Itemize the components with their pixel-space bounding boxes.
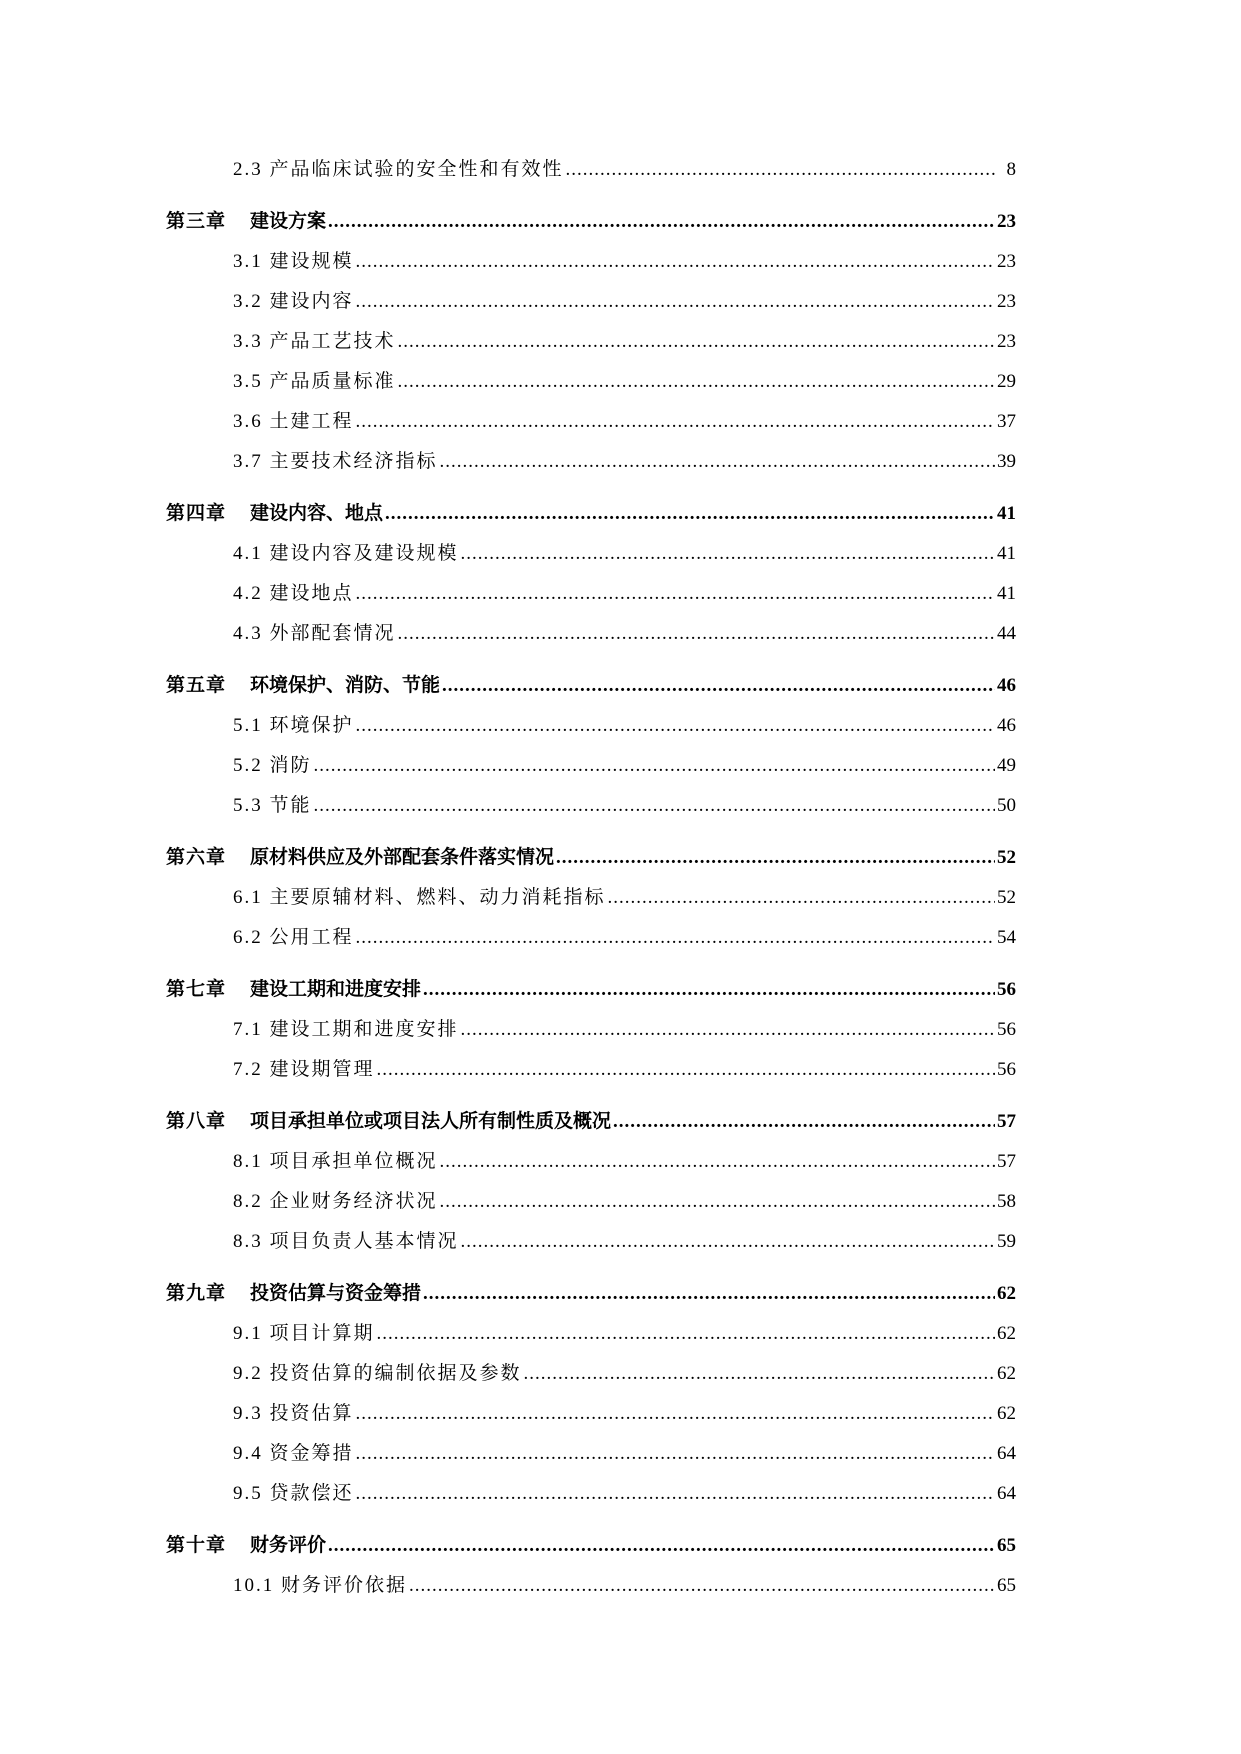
toc-section-entry[interactable]	[166, 1474, 1016, 1514]
dot-leader	[608, 878, 995, 918]
toc-section-entry[interactable]	[166, 786, 1016, 826]
toc-entry-title: 3.2 建设内容	[233, 291, 354, 312]
toc-section-entry[interactable]	[166, 1354, 1016, 1394]
toc-section-entry[interactable]	[166, 402, 1016, 442]
chapter-title: 财务评价	[250, 1535, 327, 1556]
dot-leader	[356, 402, 995, 442]
toc-entry-title: 3.5 产品质量标准	[233, 371, 396, 392]
dot-leader	[461, 534, 995, 574]
toc-entry-title: 3.6 土建工程	[233, 411, 354, 432]
toc-page-number: 64	[997, 1443, 1016, 1464]
chapter-title: 建设工期和进度安排	[250, 979, 422, 1000]
dot-leader	[566, 150, 996, 190]
dot-leader	[328, 1526, 995, 1566]
toc-entry-title: 4.2 建设地点	[233, 583, 354, 604]
toc-section-entry[interactable]	[166, 150, 1016, 190]
toc-section-entry[interactable]	[166, 1434, 1016, 1474]
dot-leader	[440, 1182, 995, 1222]
dot-leader	[314, 746, 995, 786]
toc-entry-title	[166, 1526, 326, 1566]
toc-page-number: 62	[997, 1283, 1016, 1304]
toc-entry-title: 9.3 投资估算	[233, 1403, 354, 1424]
dot-leader	[356, 1474, 995, 1514]
toc-entry-title: 9.1 项目计算期	[233, 1323, 375, 1344]
chapter-title: 建设内容、地点	[250, 503, 384, 524]
dot-leader	[356, 918, 995, 958]
toc-entry-title	[166, 1102, 611, 1142]
toc-page-number: 56	[997, 1019, 1016, 1040]
toc-page-number: 23	[997, 251, 1016, 272]
toc-chapter-entry[interactable]	[166, 1526, 1016, 1566]
toc-page-number: 57	[997, 1151, 1016, 1172]
toc-section-entry[interactable]	[166, 1222, 1016, 1262]
toc-page-number: 58	[997, 1191, 1016, 1212]
toc-entry-title: 8.1 项目承担单位概况	[233, 1151, 438, 1172]
toc-entry-title	[166, 666, 440, 706]
dot-leader	[461, 1010, 995, 1050]
toc-page-number: 23	[997, 211, 1016, 232]
toc-entry-title	[166, 838, 554, 878]
toc-entry-title: 4.3 外部配套情况	[233, 623, 396, 644]
toc-section-entry[interactable]	[166, 362, 1016, 402]
chapter-number: 第六章	[166, 847, 227, 868]
toc-entry-title: 7.1 建设工期和进度安排	[233, 1019, 459, 1040]
toc-entry-title	[166, 1274, 421, 1314]
toc-page-number: 41	[997, 543, 1016, 564]
toc-entry-title	[166, 494, 383, 534]
toc-chapter-entry[interactable]	[166, 494, 1016, 534]
chapter-number: 第三章	[166, 211, 227, 232]
toc-section-entry[interactable]	[166, 878, 1016, 918]
toc-entry-title: 7.2 建设期管理	[233, 1059, 375, 1080]
toc-entry-title: 9.2 投资估算的编制依据及参数	[233, 1363, 522, 1384]
dot-leader	[314, 786, 995, 826]
toc-entry-title: 9.4 资金筹措	[233, 1443, 354, 1464]
dot-leader	[398, 322, 995, 362]
toc-section-entry[interactable]	[166, 322, 1016, 362]
toc-page-number: 56	[997, 1059, 1016, 1080]
toc-page-number: 57	[997, 1111, 1016, 1132]
toc-page-number: 65	[997, 1575, 1016, 1596]
toc-entry-title: 6.2 公用工程	[233, 927, 354, 948]
dot-leader	[328, 202, 995, 242]
dot-leader	[356, 1394, 995, 1434]
toc-page-number: 23	[997, 331, 1016, 352]
dot-leader	[524, 1354, 995, 1394]
dot-leader	[377, 1314, 995, 1354]
toc-page-number: 50	[997, 795, 1016, 816]
chapter-title: 项目承担单位或项目法人所有制性质及概况	[250, 1111, 612, 1132]
toc-page-number: 52	[997, 847, 1016, 868]
toc-entry-title: 5.1 环境保护	[233, 715, 354, 736]
toc-page-number: 46	[997, 715, 1016, 736]
dot-leader	[356, 706, 995, 746]
chapter-number: 第九章	[166, 1283, 227, 1304]
toc-page-number: 23	[997, 291, 1016, 312]
toc-section-entry[interactable]	[166, 1566, 1016, 1606]
toc-page-number: 44	[997, 623, 1016, 644]
toc-section-entry[interactable]	[166, 918, 1016, 958]
toc-section-entry[interactable]	[166, 442, 1016, 482]
toc-page-number: 29	[997, 371, 1016, 392]
toc-chapter-entry[interactable]	[166, 202, 1016, 242]
toc-entry-title: 5.2 消防	[233, 755, 312, 776]
toc-entry-title: 3.1 建设规模	[233, 251, 354, 272]
toc-page-number: 49	[997, 755, 1016, 776]
toc-entry-title: 8.3 项目负责人基本情况	[233, 1231, 459, 1252]
chapter-number: 第七章	[166, 979, 227, 1000]
toc-page-number: 37	[997, 411, 1016, 432]
toc-section-entry[interactable]	[166, 1314, 1016, 1354]
chapter-number: 第十章	[166, 1535, 227, 1556]
dot-leader	[398, 362, 995, 402]
toc-page-number: 41	[997, 503, 1016, 524]
toc-chapter-entry[interactable]	[166, 1274, 1016, 1314]
toc-section-entry[interactable]	[166, 1182, 1016, 1222]
toc-page-number: 52	[997, 887, 1016, 908]
toc-page-number: 54	[997, 927, 1016, 948]
toc-section-entry[interactable]	[166, 1394, 1016, 1434]
dot-leader	[398, 614, 995, 654]
chapter-title: 环境保护、消防、节能	[250, 675, 441, 696]
toc-section-entry[interactable]	[166, 282, 1016, 322]
toc-section-entry[interactable]	[166, 614, 1016, 654]
toc-section-entry[interactable]	[166, 574, 1016, 614]
dot-leader	[423, 1274, 995, 1314]
toc-entry-title: 5.3 节能	[233, 795, 312, 816]
toc-chapter-entry[interactable]	[166, 666, 1016, 706]
toc-entry-title: 6.1 主要原辅材料、燃料、动力消耗指标	[233, 887, 606, 908]
dot-leader	[385, 494, 995, 534]
toc-page-number: 56	[997, 979, 1016, 1000]
toc-entry-title: 3.7 主要技术经济指标	[233, 451, 438, 472]
dot-leader	[356, 574, 995, 614]
chapter-number: 第五章	[166, 675, 227, 696]
dot-leader	[442, 666, 995, 706]
dot-leader	[377, 1050, 995, 1090]
toc-section-entry[interactable]	[166, 1142, 1016, 1182]
dot-leader	[440, 442, 995, 482]
chapter-title: 投资估算与资金筹措	[250, 1283, 422, 1304]
toc-section-entry[interactable]	[166, 746, 1016, 786]
toc-section-entry[interactable]	[166, 1010, 1016, 1050]
toc-page-number: 46	[997, 675, 1016, 696]
toc-page-number: 8	[1006, 159, 1016, 180]
toc-page-number: 64	[997, 1483, 1016, 1504]
toc-page-number: 59	[997, 1231, 1016, 1252]
toc-chapter-entry[interactable]	[166, 838, 1016, 878]
toc-entry-title: 4.1 建设内容及建设规模	[233, 543, 459, 564]
toc-page-number: 41	[997, 583, 1016, 604]
toc-page-number: 65	[997, 1535, 1016, 1556]
toc-section-entry[interactable]	[166, 1050, 1016, 1090]
toc-entry-title	[166, 202, 326, 242]
toc-section-entry[interactable]	[166, 242, 1016, 282]
chapter-title: 建设方案	[250, 211, 327, 232]
dot-leader	[356, 282, 995, 322]
toc-entry-title: 2.3 产品临床试验的安全性和有效性	[233, 159, 564, 180]
toc-entry-title: 10.1 财务评价依据	[233, 1575, 408, 1596]
toc-page-number: 62	[997, 1403, 1016, 1424]
dot-leader	[556, 838, 995, 878]
toc-page-number: 62	[997, 1323, 1016, 1344]
dot-leader	[356, 1434, 995, 1474]
dot-leader	[440, 1142, 995, 1182]
dot-leader	[356, 242, 995, 282]
dot-leader	[461, 1222, 995, 1262]
toc-entry-title: 3.3 产品工艺技术	[233, 331, 396, 352]
toc-entry-title: 9.5 贷款偿还	[233, 1483, 354, 1504]
toc-chapter-entry[interactable]	[166, 1102, 1016, 1142]
table-of-contents	[166, 150, 1016, 1606]
toc-page-number: 39	[997, 451, 1016, 472]
dot-leader	[423, 970, 995, 1010]
toc-entry-title	[166, 970, 421, 1010]
dot-leader	[613, 1102, 995, 1142]
chapter-title: 原材料供应及外部配套条件落实情况	[250, 847, 555, 868]
chapter-number: 第八章	[166, 1111, 227, 1132]
toc-chapter-entry[interactable]	[166, 970, 1016, 1010]
dot-leader	[409, 1566, 995, 1606]
chapter-number: 第四章	[166, 503, 227, 524]
toc-section-entry[interactable]	[166, 534, 1016, 574]
toc-section-entry[interactable]	[166, 706, 1016, 746]
toc-page-number: 62	[997, 1363, 1016, 1384]
toc-entry-title: 8.2 企业财务经济状况	[233, 1191, 438, 1212]
